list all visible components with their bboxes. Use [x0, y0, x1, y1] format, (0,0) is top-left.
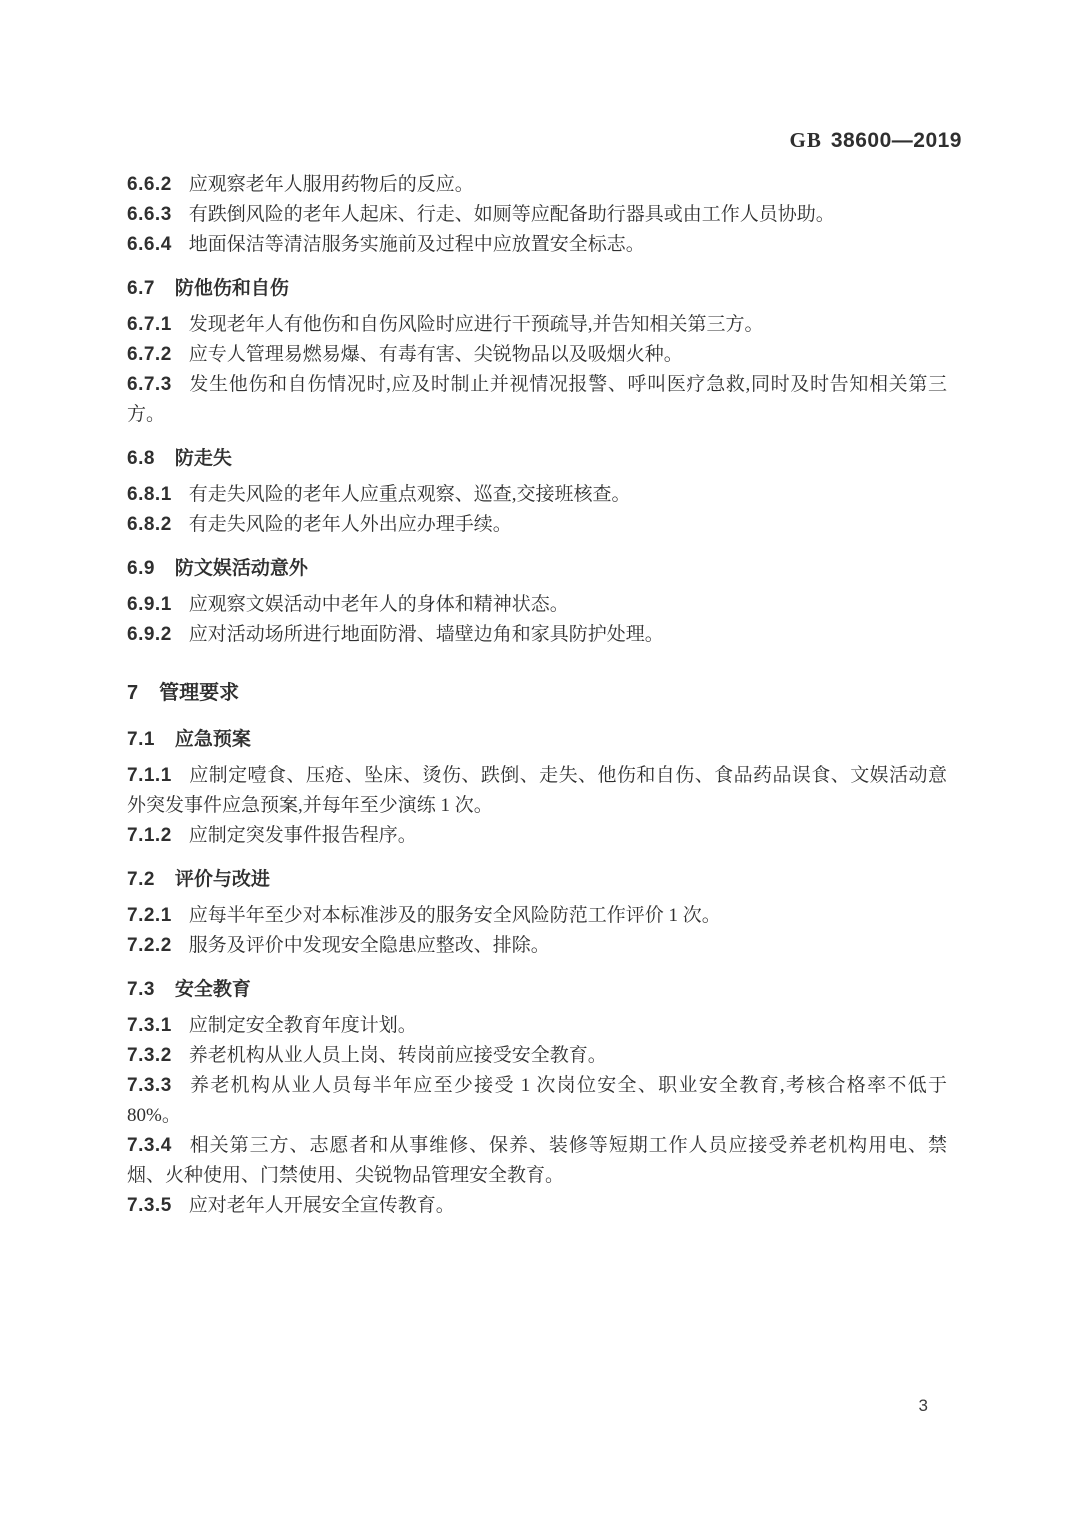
clause-7.3.3 — [127, 1071, 947, 1131]
standard-number: 38600—2019 — [830, 129, 962, 152]
clause-number: 7.3 — [127, 979, 155, 1000]
clause-number: 7.1 — [127, 729, 155, 750]
section-heading-6.8 — [127, 444, 947, 474]
clause-6.7.2 — [127, 340, 947, 370]
clause-text: 评价与改进 — [174, 869, 270, 890]
clause-7.3.2 — [127, 1041, 947, 1071]
clause-number: 7.3.1 — [127, 1015, 172, 1036]
clause-number: 7.3.4 — [127, 1135, 172, 1156]
clause-text: 安全教育 — [174, 979, 251, 1000]
clause-text: 相关第三方、志愿者和从事维修、保养、装修等短期工作人员应接受养老机构用电、禁烟、火种使用、门禁使用、尖锐物品管理安全教育。 — [127, 1135, 947, 1186]
clause-text: 应专人管理易燃易爆、有毒有害、尖锐物品以及吸烟火种。 — [188, 344, 683, 365]
clause-number: 6.6.4 — [127, 234, 172, 255]
clause-text: 有跌倒风险的老年人起床、行走、如厕等应配备助行器具或由工作人员协助。 — [188, 204, 835, 225]
standard-code: GB — [789, 128, 822, 152]
clause-number: 7.1.2 — [127, 825, 172, 846]
clause-text: 应制定噎食、压疮、坠床、烫伤、跌倒、走失、他伤和自伤、食品药品误食、文娱活动意外突发事件应急预案,并每年至少演练 1 次。 — [127, 765, 947, 816]
clause-6.7.3 — [127, 370, 947, 430]
clause-text: 发现老年人有他伤和自伤风险时应进行干预疏导,并告知相关第三方。 — [188, 314, 764, 335]
clause-text: 应对老年人开展安全宣传教育。 — [188, 1195, 455, 1216]
clause-text: 管理要求 — [159, 682, 240, 704]
clause-number: 7 — [127, 682, 139, 704]
clause-number: 6.9 — [127, 558, 155, 579]
clause-text: 应对活动场所进行地面防滑、墙壁边角和家具防护处理。 — [188, 624, 664, 645]
section-heading-7.2 — [127, 865, 947, 895]
clause-text: 应观察文娱活动中老年人的身体和精神状态。 — [188, 594, 569, 615]
clause-text: 养老机构从业人员每半年应至少接受 1 次岗位安全、职业安全教育,考核合格率不低于 80%。 — [127, 1075, 947, 1126]
clause-number: 7.2.2 — [127, 935, 172, 956]
clause-number: 7.1.1 — [127, 765, 172, 786]
clause-number: 6.7 — [127, 278, 155, 299]
clause-6.7.1 — [127, 310, 947, 340]
clause-number: 6.7.1 — [127, 314, 172, 335]
clause-6.6.2 — [127, 170, 947, 200]
clause-number: 6.7.3 — [127, 374, 172, 395]
clause-6.6.3 — [127, 200, 947, 230]
clause-7.3.5 — [127, 1191, 947, 1221]
clause-number: 7.2.1 — [127, 905, 172, 926]
clause-text: 应每半年至少对本标准涉及的服务安全风险防范工作评价 1 次。 — [188, 905, 721, 926]
clause-number: 6.8 — [127, 448, 155, 469]
clause-text: 应制定突发事件报告程序。 — [188, 825, 417, 846]
clause-text: 防走失 — [174, 448, 232, 469]
clause-7.3.4 — [127, 1131, 947, 1191]
clause-number: 6.6.3 — [127, 204, 172, 225]
clause-number: 6.9.2 — [127, 624, 172, 645]
clause-number: 6.9.1 — [127, 594, 172, 615]
clause-number: 7.2 — [127, 869, 155, 890]
section-heading-7 — [127, 678, 947, 709]
section-heading-7.3 — [127, 975, 947, 1005]
clause-text: 有走失风险的老年人外出应办理手续。 — [188, 514, 512, 535]
clause-text: 服务及评价中发现安全隐患应整改、排除。 — [188, 935, 550, 956]
clause-number: 7.3.3 — [127, 1075, 172, 1096]
clause-text: 防他伤和自伤 — [174, 278, 289, 299]
clause-number: 6.8.1 — [127, 484, 172, 505]
clause-7.3.1 — [127, 1011, 947, 1041]
clause-7.1.1 — [127, 761, 947, 821]
clause-6.9.2 — [127, 620, 947, 650]
section-heading-6.9 — [127, 554, 947, 584]
clause-text: 应观察老年人服用药物后的反应。 — [188, 174, 474, 195]
clause-text: 有走失风险的老年人应重点观察、巡查,交接班核查。 — [188, 484, 631, 505]
clause-number: 7.3.5 — [127, 1195, 172, 1216]
clause-number: 7.3.2 — [127, 1045, 172, 1066]
section-heading-6.7 — [127, 274, 947, 304]
clause-7.2.2 — [127, 931, 947, 961]
clause-number: 6.8.2 — [127, 514, 172, 535]
page-number: 3 — [918, 1396, 928, 1415]
clause-text: 防文娱活动意外 — [174, 558, 308, 579]
clause-6.8.1 — [127, 480, 947, 510]
clause-number: 6.6.2 — [127, 174, 172, 195]
clause-6.6.4 — [127, 230, 947, 260]
clause-7.1.2 — [127, 821, 947, 851]
clause-6.8.2 — [127, 510, 947, 540]
section-heading-7.1 — [127, 725, 947, 755]
clause-6.9.1 — [127, 590, 947, 620]
clause-text: 发生他伤和自伤情况时,应及时制止并视情况报警、呼叫医疗急救,同时及时告知相关第三方。 — [127, 374, 947, 425]
clause-text: 地面保洁等清洁服务实施前及过程中应放置安全标志。 — [188, 234, 645, 255]
page-footer — [0, 1396, 928, 1416]
clause-text: 应制定安全教育年度计划。 — [188, 1015, 417, 1036]
clause-text: 养老机构从业人员上岗、转岗前应接受安全教育。 — [188, 1045, 607, 1066]
clause-number: 6.7.2 — [127, 344, 172, 365]
clause-7.2.1 — [127, 901, 947, 931]
document-header — [790, 128, 962, 153]
document-content — [127, 170, 947, 1221]
clause-text: 应急预案 — [174, 729, 251, 750]
